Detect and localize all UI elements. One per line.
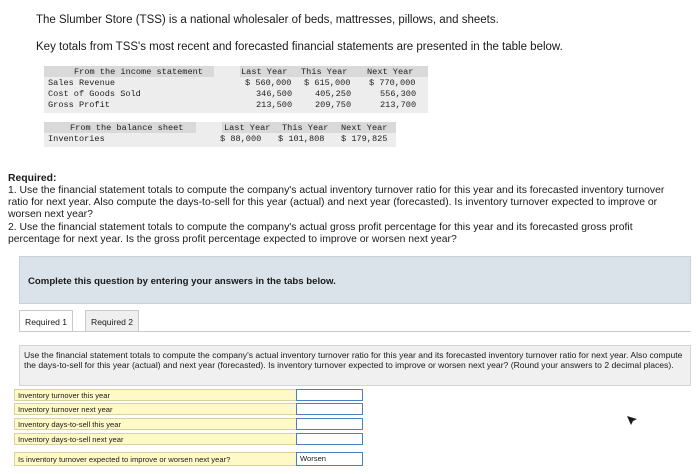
- balance-row-label: Inventories: [48, 134, 105, 144]
- answer-label-turnover-next-year: Inventory turnover next year: [14, 403, 297, 415]
- required-item-2: 2. Use the financial statement totals to compute the company's actual gross profit percentage for this year and its forecasted gross profit percentage for next year. Is the gross profit percentage expected to improve or worsen next year?: [8, 222, 633, 246]
- income-row-value: $ 615,000: [304, 78, 351, 88]
- income-row-label: Cost of Goods Sold: [48, 89, 141, 99]
- balance-header-label: From the balance sheet: [70, 123, 184, 133]
- income-row-value: 556,300: [380, 89, 417, 99]
- instructions-banner: [19, 256, 691, 304]
- answer-input-turnover-this-year[interactable]: [296, 389, 363, 401]
- balance-row-value: $ 101,808: [278, 134, 325, 144]
- balance-sheet-table: [44, 122, 396, 147]
- income-row-value: $ 770,000: [369, 78, 416, 88]
- intro-line-2: Key totals from TSS's most recent and forecasted financial statements are presented in the table below.: [36, 41, 563, 53]
- tab-required-1[interactable]: Required 1: [19, 310, 73, 332]
- balance-col-last: Last Year: [224, 123, 271, 133]
- income-row-value: 209,750: [315, 100, 352, 110]
- tab-divider: [19, 331, 691, 332]
- question-instruction: [19, 345, 691, 386]
- income-header-label: From the income statement: [74, 67, 203, 77]
- income-col-this: This Year: [301, 67, 348, 77]
- answer-label-improve-or-worsen: Is inventory turnover expected to improve or worsen next year?: [14, 452, 297, 466]
- income-row-value: 346,500: [256, 89, 293, 99]
- answer-label-turnover-this-year: Inventory turnover this year: [14, 389, 297, 401]
- instruction-text: Use the financial statement totals to compute the company's actual inventory turnover ratio for this year and its forecasted inventory turnover ratio for next year. Also compute the days-to-sell for this year (actual) and next year (forecasted). Is inventory turnover expected to improve or worsen next year? (Round your answers to 2 decimal places).: [24, 350, 683, 370]
- answer-input-days-to-sell-this-year[interactable]: [296, 418, 363, 430]
- income-col-last: Last Year: [241, 67, 288, 77]
- answer-label-days-to-sell-this-year: Inventory days-to-sell this year: [14, 418, 297, 430]
- balance-col-next: Next Year: [341, 123, 388, 133]
- required-item-1: 1. Use the financial statement totals to compute the company's actual inventory turnover ratio for this year and its forecasted inventory turnover ratio for next year. Also compute the days-to-sell for this year (actual) and next year (forecasted). Is inventory turnover expected to improve or worsen next year?: [8, 185, 665, 221]
- income-col-next: Next Year: [367, 67, 414, 77]
- income-statement-table: [44, 66, 428, 113]
- balance-row-value: $ 88,000: [220, 134, 262, 144]
- income-row-label: Gross Profit: [48, 100, 110, 110]
- answer-select-improve-or-worsen[interactable]: Worsen: [296, 452, 363, 466]
- income-row-value: 405,250: [315, 89, 352, 99]
- required-heading: Required:: [8, 173, 57, 184]
- answer-label-days-to-sell-next-year: Inventory days-to-sell next year: [14, 433, 297, 445]
- cursor-arrow-icon: [626, 415, 638, 427]
- intro-line-1: The Slumber Store (TSS) is a national wholesaler of beds, mattresses, pillows, and sheets.: [36, 14, 499, 26]
- tab-required-2[interactable]: Required 2: [85, 310, 139, 332]
- income-row-value: 213,700: [380, 100, 417, 110]
- income-row-value: 213,500: [256, 100, 293, 110]
- balance-row-value: $ 179,825: [341, 134, 388, 144]
- answer-input-days-to-sell-next-year[interactable]: [296, 433, 363, 445]
- banner-text: Complete this question by entering your answers in the tabs below.: [28, 276, 336, 287]
- answer-input-turnover-next-year[interactable]: [296, 403, 363, 415]
- income-row-value: $ 560,000: [245, 78, 292, 88]
- income-row-label: Sales Revenue: [48, 78, 116, 88]
- balance-col-this: This Year: [282, 123, 329, 133]
